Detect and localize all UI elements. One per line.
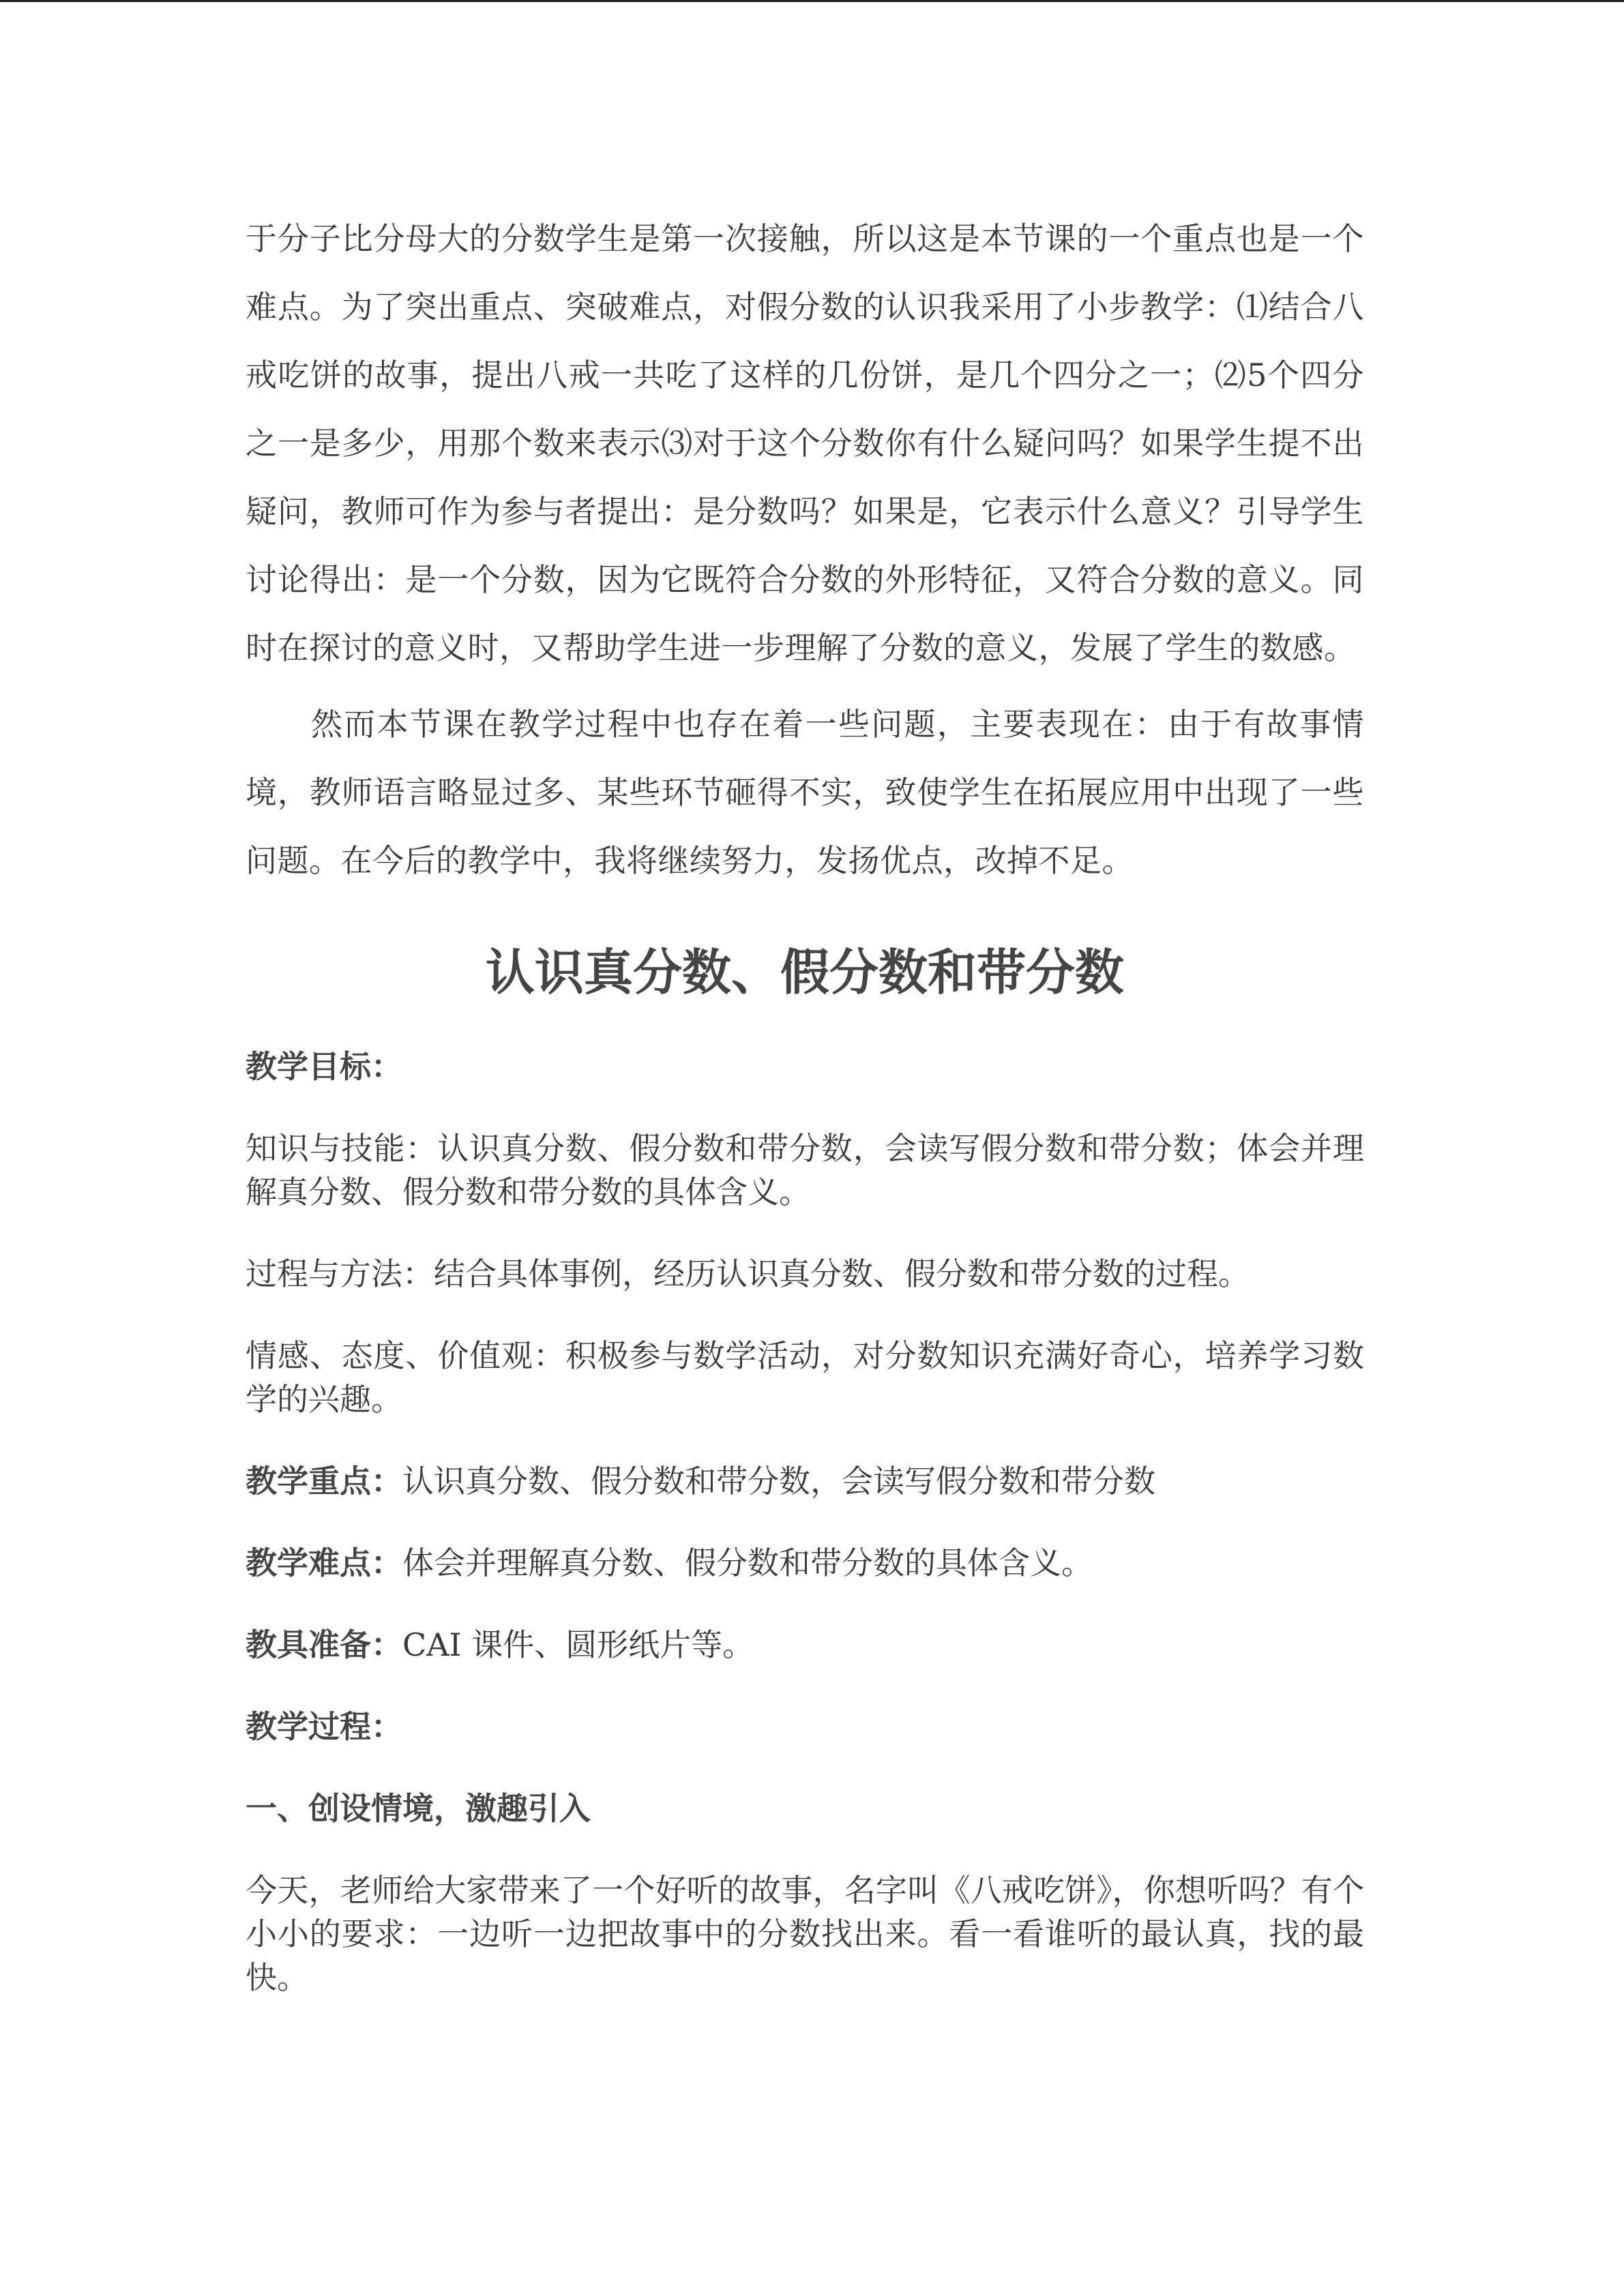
process-heading (246, 1705, 1364, 1748)
section1-heading (246, 1787, 1364, 1830)
reflection-paragraph-2: 然而本节课在教学过程中也存在着一些问题，主要表现在：由于有故事情境，教师语言略显过多、某些环节砸得不实，致使学生在拓展应用中出现了一些问题。在今后的教学中，我将继续努力，发扬优点，改掉不足。 (246, 706, 1364, 879)
objective-knowledge: 知识与技能：认识真分数、假分数和带分数，会读写假分数和带分数；体会并理解真分数、假分数和带分数的具体含义。 (246, 1130, 1364, 1210)
objectives-label: 教学目标： (246, 1048, 402, 1085)
key-point-label: 教学重点： (246, 1463, 402, 1500)
tools-text: CAI 课件、圆形纸片等。 (402, 1626, 754, 1663)
difficulty-label: 教学难点： (246, 1545, 402, 1581)
difficulty-point (246, 1541, 1364, 1585)
key-point (246, 1459, 1364, 1503)
key-point-text: 认识真分数、假分数和带分数，会读写假分数和带分数 (402, 1463, 1155, 1500)
objective-emotion: 情感、态度、价值观：积极参与数学活动，对分数知识充满好奇心，培养学习数学的兴趣。 (246, 1337, 1364, 1418)
reflection-paragraph-1: 于分子比分母大的分数学生是第一次接触，所以这是本节课的一个重点也是一个难点。为了突出重点、突破难点，对假分数的认识我采用了小步教学：⑴结合八戒吃饼的故事，提出八戒一共吃了这样的几份饼，是几个四分之一；⑵5个四分之一是多少，用那个数来表示⑶对于这个分数你有什么疑问吗？如果学生提不出疑问，教师可作为参与者提出：是分数吗？如果是，它表示什么意义？引导学生讨论得出：是一个分数，因为它既符合分数的外形特征，又符合分数的意义。同时在探讨的意义时，又帮助学生进一步理解了分数的意义，发展了学生的数感。 (246, 220, 1364, 666)
objective-process: 过程与方法：结合具体事例，经历认识真分数、假分数和带分数的过程。 (246, 1255, 1250, 1292)
teaching-tools (246, 1623, 1364, 1667)
section1-heading-text: 一、创设情境，激趣引入 (246, 1790, 591, 1827)
difficulty-text: 体会并理解真分数、假分数和带分数的具体含义。 (402, 1545, 1093, 1581)
process-label: 教学过程： (246, 1708, 402, 1745)
lesson-title: 认识真分数、假分数和带分数 (485, 944, 1124, 1001)
page-top-border (0, 0, 1624, 2)
section1-paragraph: 今天，老师给大家带来了一个好听的故事，名字叫《八戒吃饼》，你想听吗？有个小小的要求：一边听一边把故事中的分数找出来。看一看谁听的最认真，找的最快。 (246, 1872, 1364, 1996)
objectives-heading (246, 1045, 1364, 1088)
document-page (246, 205, 1364, 2038)
tools-label: 教具准备： (246, 1626, 402, 1663)
